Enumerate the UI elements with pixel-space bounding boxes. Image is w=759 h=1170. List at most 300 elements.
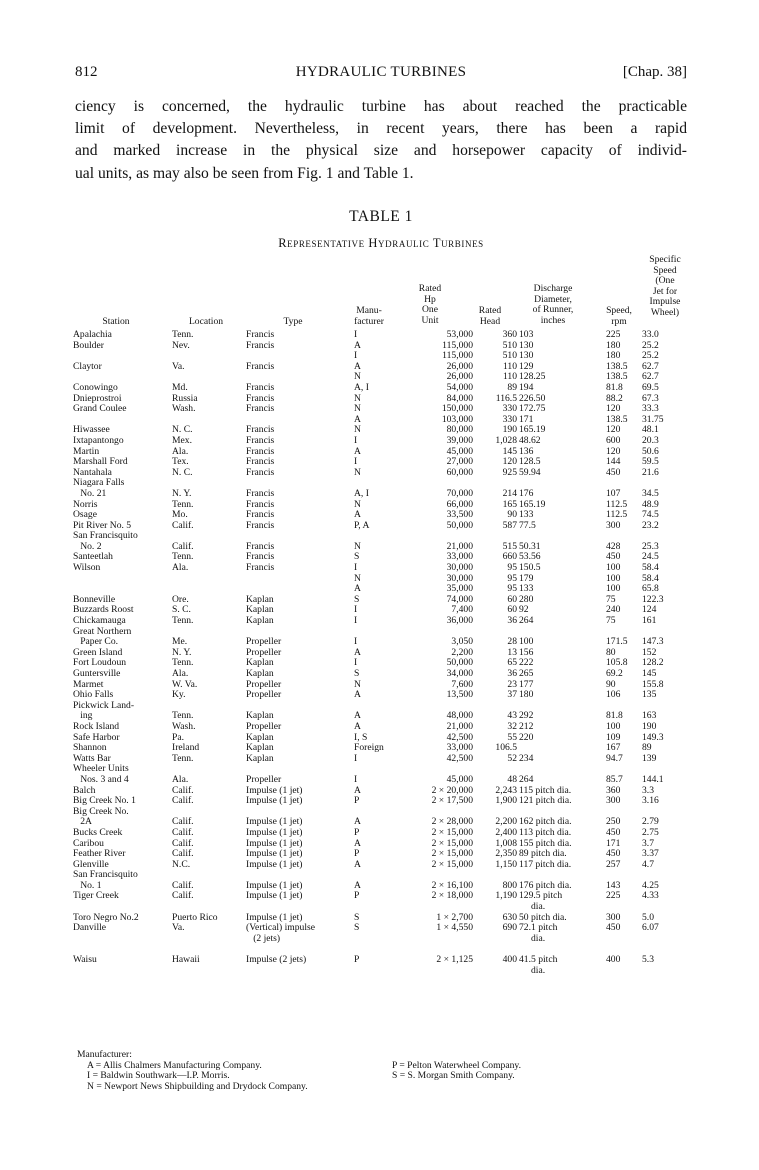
- cell-station: Great Northern: [73, 625, 132, 637]
- cell-type: Francis: [246, 392, 275, 404]
- cell-specific-speed: 69.5: [642, 381, 659, 393]
- cell-rated-head: 120: [502, 456, 517, 468]
- cell-speed: 81.8: [606, 381, 623, 393]
- cell-discharge-diameter: 171: [519, 413, 534, 425]
- cell-location: Ala.: [172, 773, 189, 785]
- cell-specific-speed: 74.5: [642, 509, 659, 521]
- cell-rated-hp: 45,000: [446, 445, 473, 457]
- table-row: [73, 605, 693, 616]
- cell-specific-speed: 2.75: [642, 826, 659, 838]
- cell-rated-hp: 66,000: [446, 498, 473, 510]
- table-row: [73, 923, 693, 934]
- cell-speed: 100: [606, 583, 621, 595]
- cell-speed: 109: [606, 731, 621, 743]
- cell-rated-hp: 70,000: [446, 487, 473, 499]
- cell-speed: 428: [606, 540, 621, 552]
- table-row: [73, 531, 693, 542]
- cell-location: Va.: [172, 360, 185, 372]
- cell-rated-hp: 2,200: [451, 646, 473, 658]
- cell-manufacturer: N: [354, 572, 361, 584]
- col-header-specific-speed: Specific Speed (One Jet for Impulse Wheel): [649, 254, 681, 318]
- cell-manufacturer: I: [354, 773, 358, 785]
- cell-type: Impulse (1 jet): [246, 784, 303, 796]
- cell-type: Francis: [246, 509, 275, 521]
- cell-station: Conowingo: [73, 381, 118, 393]
- cell-rated-hp: 1 × 2,700: [436, 911, 473, 923]
- cell-specific-speed: 20.3: [642, 434, 659, 446]
- table-row: [73, 330, 693, 341]
- cell-speed: 300: [606, 519, 621, 531]
- cell-discharge-diameter: 265: [519, 668, 534, 679]
- cell-discharge-diameter: 180: [519, 689, 534, 701]
- cell-speed: 112.5: [606, 509, 628, 521]
- cell-station: Caribou: [73, 837, 104, 849]
- cell-discharge-diameter: 72.1 pitch: [519, 922, 558, 934]
- cell-specific-speed: 124: [642, 604, 657, 616]
- table-row: [73, 839, 693, 850]
- cell-speed: 100: [606, 720, 621, 732]
- table-row: [73, 415, 693, 426]
- cell-station: Ixtapantongo: [73, 434, 124, 446]
- cell-manufacturer: I: [354, 456, 358, 468]
- cell-station: Dnieprostroi: [73, 392, 122, 404]
- cell-rated-head: 52: [507, 752, 517, 764]
- cell-station: Watts Bar: [73, 752, 111, 764]
- cell-speed: 75: [606, 615, 616, 627]
- cell-specific-speed: 139: [642, 752, 657, 764]
- cell-station: 2A: [73, 816, 92, 828]
- cell-specific-speed: 3.16: [642, 795, 659, 807]
- cell-station: Norris: [73, 498, 98, 510]
- cell-station: Big Creek No.: [73, 805, 129, 817]
- table-row: [73, 743, 693, 754]
- cell-rated-head: 145: [502, 445, 517, 457]
- cell-rated-hp: 2 × 20,000: [431, 784, 473, 796]
- table-row: [73, 563, 693, 574]
- cell-type: (Vertical) impulse: [246, 922, 315, 934]
- cell-discharge-diameter: 121 pitch dia.: [519, 795, 572, 807]
- cell-location: Calif.: [172, 795, 194, 807]
- legend-entry: A = Allis Chalmers Manufacturing Company.: [87, 1059, 262, 1071]
- cell-specific-speed: 135: [642, 689, 657, 701]
- cell-rated-head: 660: [502, 551, 517, 563]
- table-row: [73, 510, 693, 521]
- cell-discharge-diameter: 92: [519, 604, 529, 616]
- cell-specific-speed: 59.5: [642, 456, 659, 468]
- cell-discharge-diameter: 41.5 pitch: [519, 954, 558, 966]
- cell-type: (2 jets): [246, 932, 281, 944]
- cell-speed: 450: [606, 551, 621, 563]
- cell-specific-speed: 62.7: [642, 360, 659, 372]
- cell-speed: 100: [606, 562, 621, 574]
- cell-discharge-diameter: 77.5: [519, 519, 536, 531]
- cell-discharge-diameter: 53.56: [519, 551, 541, 563]
- cell-manufacturer: P: [354, 826, 360, 838]
- cell-specific-speed: 58.4: [642, 572, 659, 584]
- cell-station: Paper Co.: [73, 636, 119, 648]
- cell-specific-speed: 152: [642, 646, 657, 658]
- cell-specific-speed: 190: [642, 720, 657, 732]
- running-title: HYDRAULIC TURBINES: [295, 64, 467, 80]
- cell-manufacturer: P: [354, 848, 360, 860]
- cell-speed: 450: [606, 922, 621, 934]
- cell-manufacturer: A, I: [354, 487, 369, 499]
- table-row: [73, 796, 693, 807]
- cell-station: No. 21: [73, 487, 107, 499]
- cell-manufacturer: I, S: [354, 731, 368, 743]
- cell-rated-head: 43: [507, 710, 517, 722]
- cell-manufacturer: A: [354, 445, 361, 457]
- cell-location: N. Y.: [172, 646, 192, 658]
- cell-discharge-diameter: 156: [519, 646, 534, 658]
- cell-specific-speed: 149.3: [642, 731, 664, 743]
- cell-location: Wash.: [172, 403, 196, 415]
- cell-specific-speed: 3.7: [642, 837, 654, 849]
- cell-discharge-diameter: 165.19: [519, 424, 546, 436]
- cell-location: Calif.: [172, 879, 194, 891]
- cell-type: Propeller: [246, 636, 282, 648]
- cell-rated-head: 48: [507, 773, 517, 785]
- cell-discharge-diameter: 176: [519, 487, 534, 499]
- cell-location: Calif.: [172, 519, 194, 531]
- cell-discharge-diameter: 136: [519, 445, 534, 457]
- cell-manufacturer: A: [354, 710, 361, 722]
- cell-station: Chickamauga: [73, 615, 126, 627]
- cell-rated-head: 1,900: [495, 795, 517, 807]
- table-row: [73, 637, 693, 648]
- cell-specific-speed: 4.25: [642, 879, 659, 891]
- table-row: [73, 436, 693, 447]
- cell-location: W. Va.: [172, 678, 198, 690]
- cell-manufacturer: P, A: [354, 519, 370, 531]
- cell-rated-head: 95: [507, 583, 517, 595]
- cell-type: Kaplan: [246, 710, 274, 722]
- cell-discharge-diameter: 280: [519, 593, 534, 605]
- cell-rated-hp: 150,000: [441, 403, 473, 415]
- col-header-rated-hp: Rated Hp One Unit: [418, 283, 442, 326]
- cell-discharge-diameter: 103: [519, 329, 534, 340]
- table-row: [73, 362, 693, 373]
- cell-rated-head: 55: [507, 731, 517, 743]
- cell-specific-speed: 33.0: [642, 329, 659, 340]
- cell-rated-hp: 54,000: [446, 381, 473, 393]
- cell-specific-speed: 3.3: [642, 784, 654, 796]
- cell-location: Tenn.: [172, 752, 194, 764]
- table-row: [73, 966, 693, 977]
- cell-rated-head: 2,200: [495, 816, 517, 828]
- cell-location: Tenn.: [172, 329, 194, 340]
- cell-type: Kaplan: [246, 615, 274, 627]
- cell-location: N. C.: [172, 424, 193, 436]
- cell-discharge-diameter: 172.75: [519, 403, 546, 415]
- cell-manufacturer: A: [354, 879, 361, 891]
- cell-manufacturer: A: [354, 816, 361, 828]
- cell-specific-speed: 89: [642, 742, 652, 754]
- col-header-speed: Speed, rpm: [606, 305, 632, 327]
- cell-rated-hp: 2 × 17,500: [431, 795, 473, 807]
- cell-type: Impulse (1 jet): [246, 879, 303, 891]
- cell-manufacturer: A: [354, 509, 361, 521]
- cell-rated-head: 510: [502, 339, 517, 351]
- table-row: [73, 701, 693, 712]
- cell-specific-speed: 67.3: [642, 392, 659, 404]
- cell-discharge-diameter: dia.: [519, 901, 546, 913]
- cell-station: Hiwassee: [73, 424, 110, 436]
- cell-manufacturer: I: [354, 752, 358, 764]
- table-row: [73, 881, 693, 892]
- table-row: [73, 478, 693, 489]
- cell-discharge-diameter: 50.31: [519, 540, 541, 552]
- cell-discharge-diameter: 115 pitch dia.: [519, 784, 572, 796]
- cell-station: No. 2: [73, 540, 102, 552]
- cell-discharge-diameter: 292: [519, 710, 534, 722]
- cell-manufacturer: A: [354, 360, 361, 372]
- cell-manufacturer: S: [354, 922, 360, 934]
- cell-station: No. 1: [73, 879, 102, 891]
- cell-location: Me.: [172, 636, 188, 648]
- cell-manufacturer: A: [354, 339, 361, 351]
- cell-rated-head: 800: [502, 879, 517, 891]
- cell-rated-hp: 50,000: [446, 519, 473, 531]
- cell-specific-speed: 21.6: [642, 466, 659, 478]
- cell-speed: 100: [606, 572, 621, 584]
- cell-manufacturer: N: [354, 392, 361, 404]
- cell-speed: 144: [606, 456, 621, 468]
- cell-rated-hp: 35,000: [446, 583, 473, 595]
- table-row: [73, 552, 693, 563]
- cell-rated-hp: 1 × 4,550: [436, 922, 473, 934]
- cell-type: Kaplan: [246, 742, 274, 754]
- cell-rated-hp: 2 × 16,100: [431, 879, 473, 891]
- cell-type: Francis: [246, 498, 275, 510]
- cell-manufacturer: P: [354, 795, 360, 807]
- cell-location: Tex.: [172, 456, 189, 468]
- cell-location: Calif.: [172, 540, 194, 552]
- table-row: [73, 934, 693, 945]
- cell-speed: 225: [606, 890, 621, 902]
- cell-specific-speed: 145: [642, 668, 657, 679]
- table-row: [73, 383, 693, 394]
- cell-location: Russia: [172, 392, 198, 404]
- table-row: [73, 351, 693, 362]
- cell-rated-head: 116.5: [495, 392, 517, 404]
- table-row: [73, 394, 693, 405]
- cell-manufacturer: I: [354, 434, 358, 446]
- cell-location: Calif.: [172, 848, 194, 860]
- cell-discharge-diameter: dia.: [519, 964, 546, 976]
- cell-speed: 171.5: [606, 636, 628, 648]
- table-row: [73, 711, 693, 722]
- cell-speed: 600: [606, 434, 621, 446]
- cell-rated-hp: 45,000: [446, 773, 473, 785]
- cell-location: Nev.: [172, 339, 190, 351]
- cell-speed: 300: [606, 911, 621, 923]
- cell-station: Danville: [73, 922, 107, 934]
- col-header-location: Location: [188, 316, 224, 327]
- cell-rated-hp: 80,000: [446, 424, 473, 436]
- cell-type: Impulse (1 jet): [246, 890, 303, 902]
- cell-station: Marshall Ford: [73, 456, 128, 468]
- cell-rated-head: 95: [507, 572, 517, 584]
- cell-discharge-diameter: 130: [519, 350, 534, 362]
- table-row: [73, 955, 693, 966]
- cell-station: Santeetlah: [73, 551, 113, 563]
- cell-rated-head: 65: [507, 657, 517, 669]
- cell-station: Wilson: [73, 562, 101, 574]
- cell-type: Francis: [246, 466, 275, 478]
- cell-discharge-diameter: 129.5 pitch: [519, 890, 563, 902]
- cell-rated-hp: 7,600: [451, 678, 473, 690]
- cell-rated-hp: 7,400: [451, 604, 473, 616]
- cell-discharge-diameter: 130: [519, 339, 534, 351]
- cell-station: Bonneville: [73, 593, 116, 605]
- cell-type: Francis: [246, 339, 275, 351]
- col-header-manufacturer: Manu- facturer: [354, 305, 384, 327]
- cell-rated-head: 89: [507, 381, 517, 393]
- cell-rated-head: 515: [502, 540, 517, 552]
- table-row: [73, 775, 693, 786]
- cell-rated-head: 23: [507, 678, 517, 690]
- cell-specific-speed: 31.75: [642, 413, 664, 425]
- col-header-type: Type: [283, 316, 303, 327]
- cell-speed: 225: [606, 329, 621, 340]
- cell-speed: 120: [606, 424, 621, 436]
- cell-station: Green Island: [73, 646, 123, 658]
- cell-type: Francis: [246, 360, 275, 372]
- legend-entry: P = Pelton Waterwheel Company.: [392, 1059, 521, 1071]
- cell-rated-hp: 103,000: [441, 413, 473, 425]
- table-row: [73, 341, 693, 352]
- cell-rated-head: 60: [507, 604, 517, 616]
- cell-specific-speed: 5.0: [642, 911, 654, 923]
- cell-type: Francis: [246, 329, 275, 340]
- cell-station: San Francisquito: [73, 530, 138, 542]
- table-row: [73, 754, 693, 765]
- cell-specific-speed: 58.4: [642, 562, 659, 574]
- cell-specific-speed: 62.7: [642, 371, 659, 383]
- cell-rated-head: 400: [502, 954, 517, 966]
- cell-manufacturer: I: [354, 636, 358, 648]
- cell-station: ing: [73, 710, 93, 722]
- cell-location: Calif.: [172, 890, 194, 902]
- cell-station: Big Creek No. 1: [73, 795, 136, 807]
- cell-rated-head: 2,350: [495, 848, 517, 860]
- cell-rated-head: 330: [502, 413, 517, 425]
- cell-station: Toro Negro No.2: [73, 911, 139, 923]
- cell-rated-hp: 2 × 1,125: [436, 954, 473, 966]
- cell-rated-hp: 21,000: [446, 720, 473, 732]
- cell-rated-head: 1,150: [495, 858, 517, 870]
- table-row: [73, 489, 693, 500]
- cell-type: Francis: [246, 540, 275, 552]
- cell-rated-head: 630: [502, 911, 517, 923]
- cell-rated-head: 190: [502, 424, 517, 436]
- cell-discharge-diameter: 89 pitch dia.: [519, 848, 567, 860]
- cell-rated-head: 110: [502, 371, 517, 383]
- cell-location: Va.: [172, 922, 185, 934]
- cell-station: Pickwick Land-: [73, 699, 135, 711]
- cell-discharge-diameter: 129: [519, 360, 534, 372]
- table-row: [73, 447, 693, 458]
- cell-location: Mo.: [172, 509, 188, 521]
- cell-manufacturer: A: [354, 720, 361, 732]
- cell-discharge-diameter: 48.62: [519, 434, 541, 446]
- table-row: [73, 457, 693, 468]
- cell-discharge-diameter: 212: [519, 720, 534, 732]
- cell-station: Nos. 3 and 4: [73, 773, 129, 785]
- cell-station: Balch: [73, 784, 96, 796]
- cell-station: Pit River No. 5: [73, 519, 132, 531]
- cell-discharge-diameter: 179: [519, 572, 534, 584]
- cell-specific-speed: 34.5: [642, 487, 659, 499]
- cell-rated-head: 90: [507, 509, 517, 521]
- paragraph-line: limit of development. Nevertheless, in recent years, there has been a rapid: [75, 120, 687, 138]
- cell-discharge-diameter: 226.50: [519, 392, 546, 404]
- cell-manufacturer: S: [354, 668, 360, 679]
- cell-type: Propeller: [246, 773, 282, 785]
- cell-manufacturer: I: [354, 350, 358, 362]
- cell-specific-speed: 48.9: [642, 498, 659, 510]
- cell-rated-hp: 2 × 15,000: [431, 858, 473, 870]
- legend-entry: N = Newport News Shipbuilding and Drydock Company.: [87, 1080, 308, 1092]
- cell-discharge-diameter: dia.: [519, 932, 546, 944]
- cell-type: Impulse (1 jet): [246, 848, 303, 860]
- table-row: [73, 817, 693, 828]
- cell-specific-speed: 6.07: [642, 922, 659, 934]
- cell-discharge-diameter: 220: [519, 731, 534, 743]
- cell-speed: 138.5: [606, 371, 628, 383]
- cell-manufacturer: I: [354, 562, 358, 574]
- cell-rated-hp: 115,000: [442, 339, 473, 351]
- cell-specific-speed: 23.2: [642, 519, 659, 531]
- cell-type: Francis: [246, 381, 275, 393]
- cell-rated-hp: 50,000: [446, 657, 473, 669]
- col-header-rated-head: Rated Head: [478, 305, 502, 327]
- cell-rated-head: 95: [507, 562, 517, 574]
- cell-rated-hp: 60,000: [446, 466, 473, 478]
- cell-manufacturer: N: [354, 540, 361, 552]
- cell-rated-hp: 74,000: [446, 593, 473, 605]
- cell-station: Bucks Creek: [73, 826, 123, 838]
- cell-speed: 107: [606, 487, 621, 499]
- cell-manufacturer: S: [354, 593, 360, 605]
- cell-type: Impulse (1 jet): [246, 795, 303, 807]
- cell-speed: 138.5: [606, 413, 628, 425]
- cell-manufacturer: A: [354, 837, 361, 849]
- legend-entry: S = S. Morgan Smith Company.: [392, 1070, 515, 1081]
- cell-discharge-diameter: 133: [519, 509, 534, 521]
- table-row: [73, 521, 693, 532]
- cell-station: Claytor: [73, 360, 102, 372]
- table-row: [73, 828, 693, 839]
- table-row: [73, 658, 693, 669]
- cell-speed: 112.5: [606, 498, 628, 510]
- table-row: [73, 574, 693, 585]
- table-row: [73, 425, 693, 436]
- cell-type: Kaplan: [246, 657, 274, 669]
- cell-location: S. C.: [172, 604, 191, 616]
- cell-specific-speed: 33.3: [642, 403, 659, 415]
- cell-manufacturer: I: [354, 329, 358, 340]
- cell-location: Ireland: [172, 742, 200, 754]
- cell-location: Ore.: [172, 593, 189, 605]
- cell-type: Francis: [246, 487, 275, 499]
- chapter-label: [Chap. 38]: [622, 64, 687, 80]
- table-row: [73, 468, 693, 479]
- cell-speed: 120: [606, 445, 621, 457]
- cell-rated-hp: 42,500: [446, 731, 473, 743]
- cell-type: Propeller: [246, 678, 282, 690]
